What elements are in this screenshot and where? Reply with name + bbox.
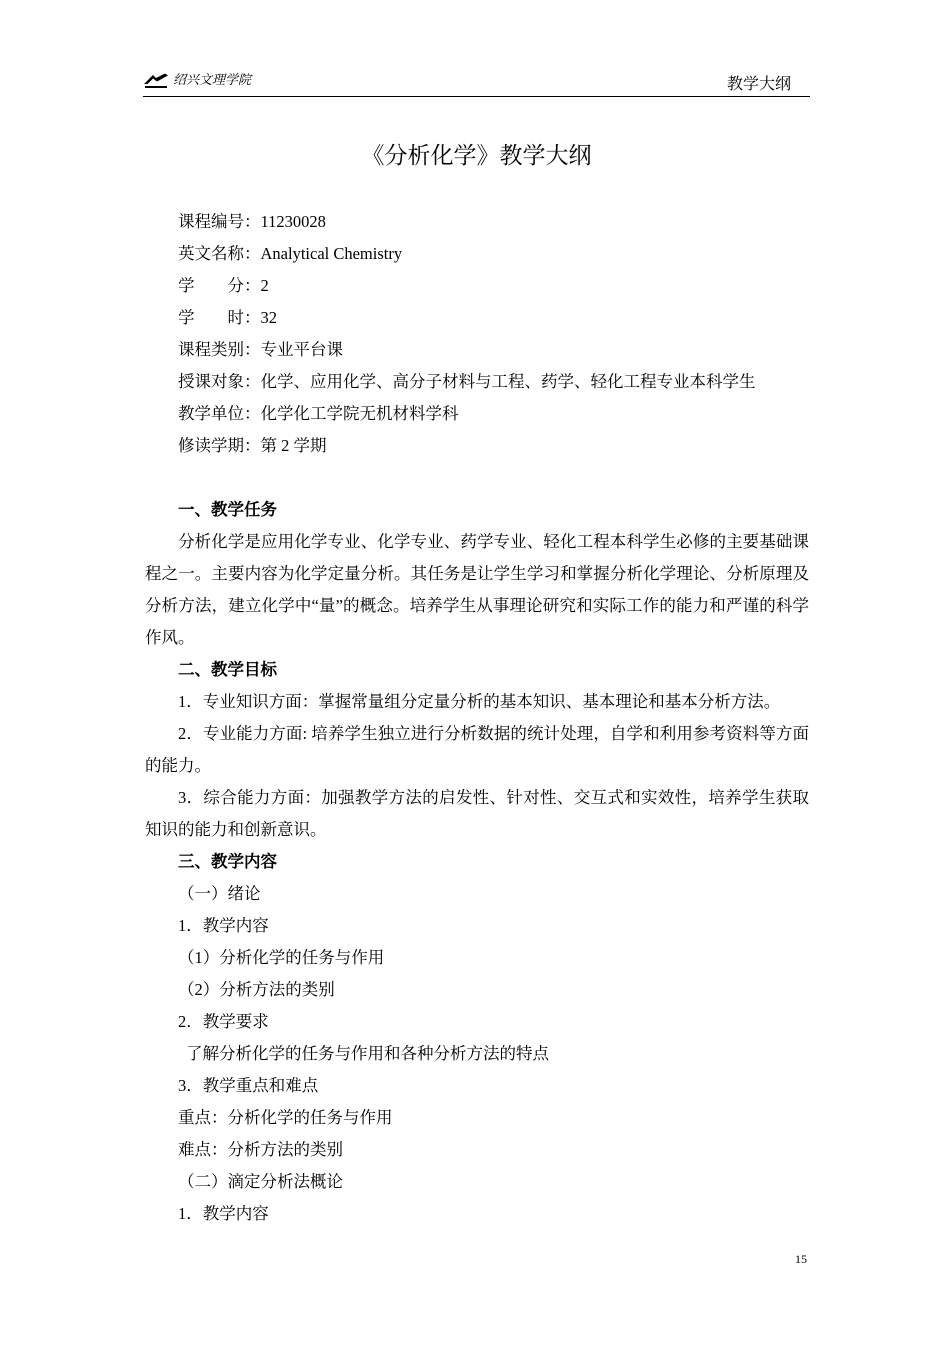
unit-key-point: 重点：分析化学的任务与作用 bbox=[178, 1108, 393, 1127]
target-students-row bbox=[145, 366, 809, 398]
field-value: 2 bbox=[260, 276, 269, 295]
unit-requirements-text: 了解分析化学的任务与作用和各种分析方法的特点 bbox=[186, 1044, 549, 1063]
goal-item: 2．专业能力方面: 培养学生独立进行分析数据的统计处理，自学和利用参考资料等方面的能力。 bbox=[145, 724, 809, 775]
field-value: 化学、应用化学、高分子材料与工程、药学、轻化工程专业本科学生 bbox=[260, 372, 756, 391]
teaching-unit-row bbox=[145, 398, 809, 430]
unit-content-item: （2）分析方法的类别 bbox=[178, 980, 335, 999]
unit-title: （二）滴定分析法概论 bbox=[178, 1172, 343, 1191]
blank-line bbox=[145, 462, 809, 494]
field-label: 课程类别： bbox=[178, 340, 261, 359]
unit-content-heading: 1．教学内容 bbox=[178, 1204, 269, 1223]
course-category-row bbox=[145, 334, 809, 366]
unit-title: （一）绪论 bbox=[178, 884, 261, 903]
field-value: 32 bbox=[260, 308, 277, 327]
field-label: 修读学期： bbox=[178, 436, 261, 455]
credits-row bbox=[145, 270, 809, 302]
header-label: 教学大纲 bbox=[727, 74, 792, 93]
tasks-paragraph: 分析化学是应用化学专业、化学专业、药学专业、轻化工程本科学生必修的主要基础课程之一。主要内容为化学定量分析。其任务是让学生学习和掌握分析化学理论、分析原理及分析方法，建立化学中“量”的概念。培养学生从事理论研究和实际工作的能力和严谨的科学作风。 bbox=[145, 532, 809, 647]
field-label: 学 分： bbox=[178, 276, 261, 295]
field-value: 11230028 bbox=[260, 212, 326, 231]
course-code-row bbox=[145, 206, 809, 238]
section-heading-content: 三、教学内容 bbox=[178, 852, 277, 871]
goal-item: 1．专业知识方面：掌握常量组分定量分析的基本知识、基本理论和基本分析方法。 bbox=[178, 692, 781, 711]
unit-difficulty: 难点：分析方法的类别 bbox=[178, 1140, 343, 1159]
hours-row bbox=[145, 302, 809, 334]
header-divider bbox=[143, 96, 810, 97]
field-label: 教学单位： bbox=[178, 404, 261, 423]
field-value: 化学化工学院无机材料学科 bbox=[260, 404, 459, 423]
field-value: Analytical Chemistry bbox=[260, 244, 403, 263]
semester-row bbox=[145, 430, 809, 462]
unit-requirements-heading: 2．教学要求 bbox=[178, 1012, 269, 1031]
university-logo bbox=[143, 70, 251, 92]
field-label: 英文名称： bbox=[178, 244, 261, 263]
unit-content-item: （1）分析化学的任务与作用 bbox=[178, 948, 385, 967]
goal-item: 3．综合能力方面：加强教学方法的启发性、针对性、交互式和实效性，培养学生获取知识的能力和创新意识。 bbox=[145, 788, 809, 839]
field-value: 第 2 学期 bbox=[260, 436, 327, 455]
logo-text: 绍兴文理学院 bbox=[173, 73, 252, 88]
section-heading-goals: 二、教学目标 bbox=[178, 660, 277, 679]
field-value: 专业平台课 bbox=[260, 340, 343, 359]
field-label: 授课对象： bbox=[178, 372, 261, 391]
unit-keypoints-heading: 3．教学重点和难点 bbox=[178, 1076, 319, 1095]
english-name-row bbox=[145, 238, 809, 270]
university-logo-icon bbox=[143, 72, 169, 90]
unit-content-heading: 1．教学内容 bbox=[178, 916, 269, 935]
field-label: 学 时： bbox=[178, 308, 261, 327]
document-title: 《分析化学》教学大纲 bbox=[361, 143, 592, 169]
section-heading-tasks: 一、教学任务 bbox=[178, 500, 277, 519]
document-body bbox=[145, 206, 809, 1230]
page-number: 15 bbox=[795, 1252, 807, 1266]
field-label: 课程编号： bbox=[178, 212, 261, 231]
